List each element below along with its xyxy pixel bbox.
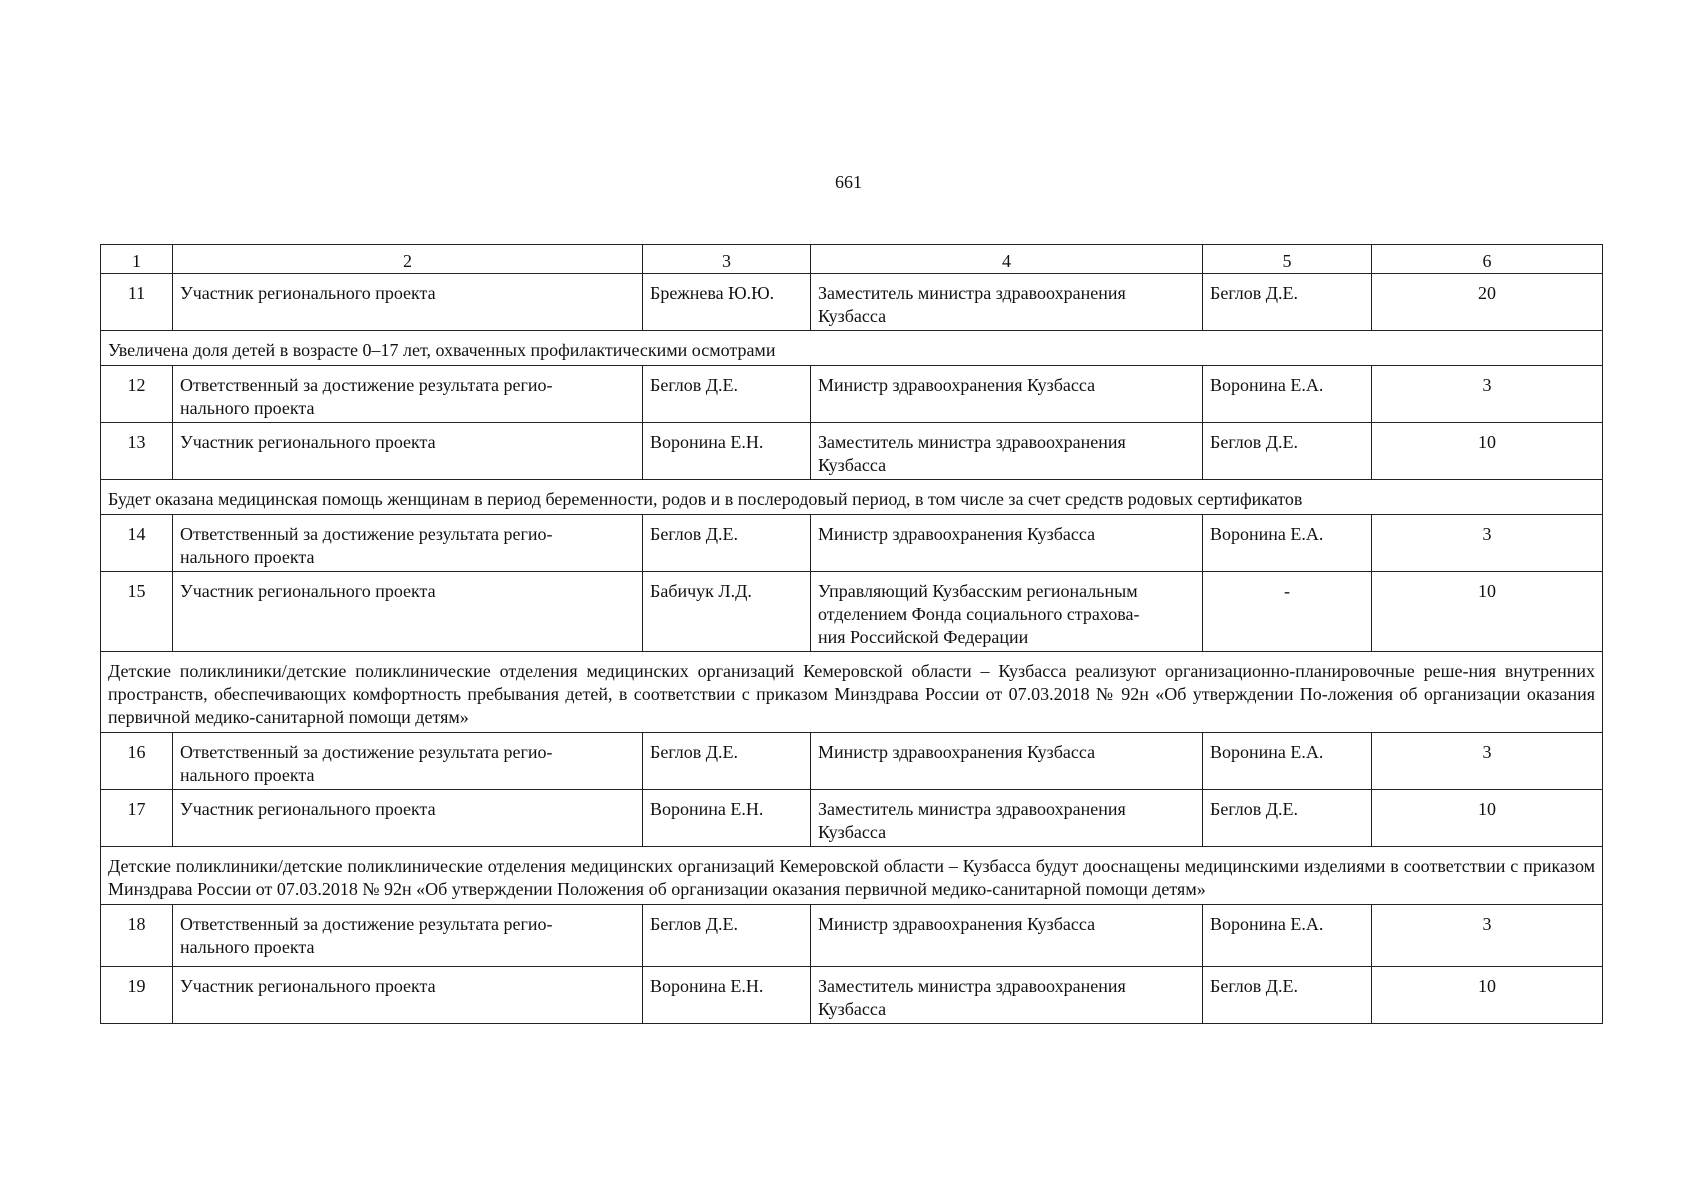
person-cell: Воронина Е.Н. <box>643 790 811 847</box>
section-heading-row <box>101 331 1603 366</box>
role-cell: Ответственный за достижение результата регио- нального проекта <box>173 733 643 790</box>
row-number: 12 <box>101 366 173 423</box>
role-cell: Ответственный за достижение результата регио- нального проекта <box>173 366 643 423</box>
position-cell: Министр здравоохранения Кузбасса <box>811 366 1203 423</box>
role-cell: Участник регионального проекта <box>173 423 643 480</box>
person-cell: Бабичук Л.Д. <box>643 572 811 652</box>
position-cell: Управляющий Кузбасским региональным отделением Фонда социального страхова- ния Российской Федерации <box>811 572 1203 652</box>
table-row <box>101 423 1603 480</box>
workload-cell: 10 <box>1372 423 1603 480</box>
position-cell: Заместитель министра здравоохранения Кузбасса <box>811 790 1203 847</box>
column-header: 3 <box>643 245 811 274</box>
section-heading: Увеличена доля детей в возрасте 0–17 лет, охваченных профилактическими осмотрами <box>101 331 1603 366</box>
role-cell: Участник регионального проекта <box>173 967 643 1024</box>
role-cell: Участник регионального проекта <box>173 572 643 652</box>
position-cell: Заместитель министра здравоохранения Кузбасса <box>811 274 1203 331</box>
workload-cell: 3 <box>1372 733 1603 790</box>
person-cell: Воронина Е.Н. <box>643 423 811 480</box>
supervisor-cell: Беглов Д.Е. <box>1203 790 1372 847</box>
row-number: 18 <box>101 905 173 967</box>
table-row <box>101 790 1603 847</box>
person-cell: Беглов Д.Е. <box>643 366 811 423</box>
table-row <box>101 366 1603 423</box>
person-cell: Беглов Д.Е. <box>643 905 811 967</box>
page-number: 661 <box>835 172 862 192</box>
column-header: 4 <box>811 245 1203 274</box>
row-number: 15 <box>101 572 173 652</box>
supervisor-cell: Воронина Е.А. <box>1203 366 1372 423</box>
section-heading-row <box>101 480 1603 515</box>
table-row <box>101 905 1603 967</box>
person-cell: Беглов Д.Е. <box>643 733 811 790</box>
role-cell: Участник регионального проекта <box>173 274 643 331</box>
section-heading: Детские поликлиники/детские поликлинические отделения медицинских организаций Кемеровской области – Кузбасса реализуют организационно-планировочные реше-ния внутренних пространств, обеспечивающих комфортность пребывания детей, в соответствии с приказом Минздрава России от 07.03.2018 № 92н «Об утверждении По-ложения об организации оказания первичной медико-санитарной помощи детям» <box>101 652 1603 733</box>
workload-cell: 3 <box>1372 905 1603 967</box>
supervisor-cell: - <box>1203 572 1372 652</box>
position-cell: Министр здравоохранения Кузбасса <box>811 515 1203 572</box>
workload-cell: 3 <box>1372 366 1603 423</box>
section-heading-row <box>101 652 1603 733</box>
table-header-row <box>101 245 1603 274</box>
role-cell: Ответственный за достижение результата регио- нального проекта <box>173 905 643 967</box>
row-number: 14 <box>101 515 173 572</box>
supervisor-cell: Воронина Е.А. <box>1203 515 1372 572</box>
role-cell: Ответственный за достижение результата регио- нального проекта <box>173 515 643 572</box>
section-heading-row <box>101 847 1603 905</box>
supervisor-cell: Воронина Е.А. <box>1203 905 1372 967</box>
section-heading: Детские поликлиники/детские поликлинические отделения медицинских организаций Кемеровской области – Кузбасса будут дооснащены медицинскими изделиями в соответствии с приказом Минздрава России от 07.03.2018 № 92н «Об утверждении Положения об организации оказания первичной медико-санитарной помощи детям» <box>101 847 1603 905</box>
workload-cell: 10 <box>1372 967 1603 1024</box>
position-cell: Заместитель министра здравоохранения Кузбасса <box>811 967 1203 1024</box>
table-row <box>101 572 1603 652</box>
role-cell: Участник регионального проекта <box>173 790 643 847</box>
supervisor-cell: Беглов Д.Е. <box>1203 274 1372 331</box>
supervisor-cell: Воронина Е.А. <box>1203 733 1372 790</box>
workload-cell: 20 <box>1372 274 1603 331</box>
table-row <box>101 515 1603 572</box>
position-cell: Министр здравоохранения Кузбасса <box>811 905 1203 967</box>
supervisor-cell: Беглов Д.Е. <box>1203 967 1372 1024</box>
row-number: 13 <box>101 423 173 480</box>
row-number: 11 <box>101 274 173 331</box>
section-heading: Будет оказана медицинская помощь женщинам в период беременности, родов и в послеродовый период, в том числе за счет средств родовых сертификатов <box>101 480 1603 515</box>
table-row <box>101 274 1603 331</box>
workload-cell: 10 <box>1372 790 1603 847</box>
person-cell: Брежнева Ю.Ю. <box>643 274 811 331</box>
column-header: 5 <box>1203 245 1372 274</box>
position-cell: Заместитель министра здравоохранения Кузбасса <box>811 423 1203 480</box>
column-header: 1 <box>101 245 173 274</box>
workload-cell: 3 <box>1372 515 1603 572</box>
responsibility-table <box>100 244 1603 1024</box>
row-number: 16 <box>101 733 173 790</box>
table-row <box>101 967 1603 1024</box>
person-cell: Беглов Д.Е. <box>643 515 811 572</box>
position-cell: Министр здравоохранения Кузбасса <box>811 733 1203 790</box>
person-cell: Воронина Е.Н. <box>643 967 811 1024</box>
column-header: 2 <box>173 245 643 274</box>
table-row <box>101 733 1603 790</box>
supervisor-cell: Беглов Д.Е. <box>1203 423 1372 480</box>
row-number: 19 <box>101 967 173 1024</box>
workload-cell: 10 <box>1372 572 1603 652</box>
column-header: 6 <box>1372 245 1603 274</box>
row-number: 17 <box>101 790 173 847</box>
